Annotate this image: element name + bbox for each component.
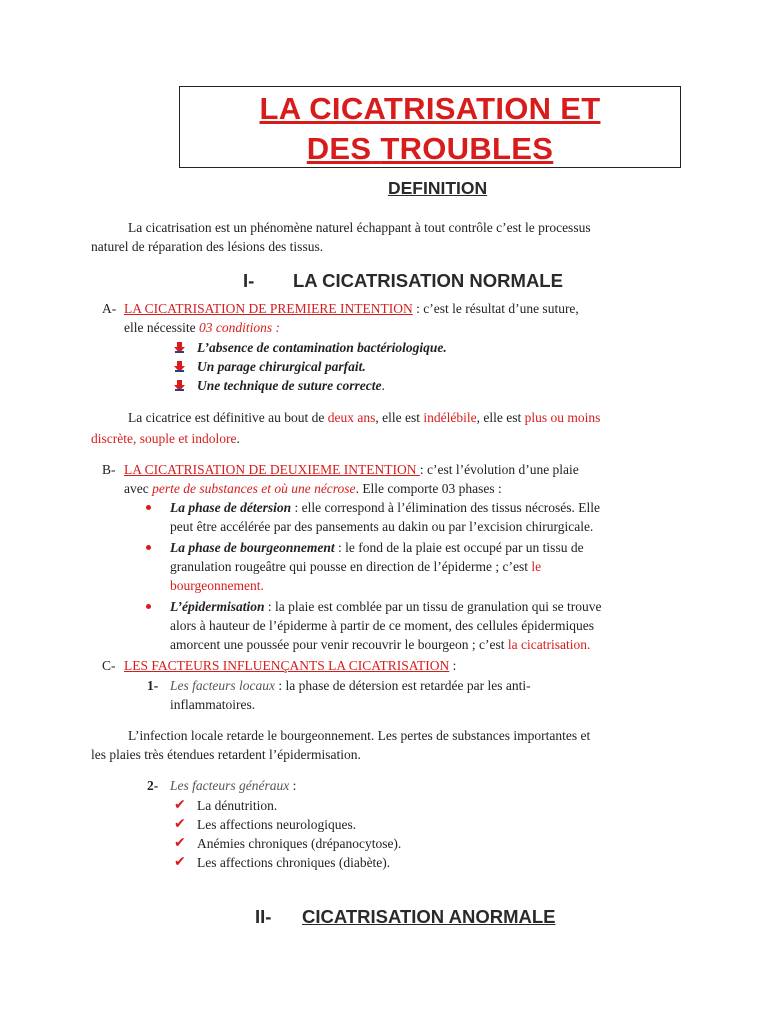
bullet-text: L’absence de contamination bactériologique.	[197, 340, 447, 355]
phase-text: granulation rougeâtre qui pousse en direction de l’épiderme ; c’est	[170, 559, 532, 574]
factor1-line2: inflammatoires.	[170, 697, 256, 712]
factor1-line1	[170, 676, 531, 695]
factor2-number: 2-	[147, 778, 159, 793]
para1-line2	[91, 429, 240, 448]
partA-line1	[124, 299, 579, 318]
phase-term: La phase de bourgeonnement	[170, 540, 335, 555]
list-item	[170, 498, 680, 536]
para1-text: La cicatrice est définitive au bout de	[128, 410, 328, 425]
para1-line1	[128, 408, 600, 427]
title-box	[179, 86, 681, 168]
list-item	[197, 376, 447, 395]
check-text: La dénutrition.	[197, 798, 278, 813]
checkmark-icon: ✔	[174, 797, 186, 813]
bullet-end: .	[381, 378, 385, 393]
check-text: Anémies chroniques (drépanocytose).	[197, 836, 402, 851]
para1-red: deux ans	[327, 410, 376, 425]
partB-line2	[124, 479, 502, 498]
definition-text-line2: naturel de réparation des lésions des tissus.	[91, 239, 324, 254]
arrow-bullet-icon	[174, 380, 185, 391]
check-text: Les affections chroniques (diabète).	[197, 855, 391, 870]
partA-bullet-list	[197, 338, 447, 395]
list-item	[170, 538, 680, 595]
partB-title: LA CICATRISATION DE DEUXIEME INTENTION	[124, 462, 420, 477]
phase-text: alors à hauteur de l’épiderme à partir de ce moment, des cellules épidermiques	[170, 618, 594, 633]
section2-number: II-	[255, 906, 272, 927]
arrow-bullet-icon	[174, 361, 185, 372]
arrow-bullet-icon	[174, 342, 185, 353]
phase-text: : elle correspond à l’élimination des tissus nécrosés. Elle	[291, 500, 601, 515]
partC-line1	[124, 656, 456, 675]
list-item	[197, 338, 447, 357]
partB-red: perte de substances et où une nécrose	[152, 481, 356, 496]
partB-after: : c’est l’évolution d’une plaie	[419, 462, 579, 477]
partC-title: LES FACTEURS INFLUENÇANTS LA CICATRISATION	[124, 658, 450, 673]
section2-title: CICATRISATION ANORMALE	[302, 906, 556, 927]
factor2-after: :	[289, 778, 297, 793]
para1-text: , elle est	[375, 410, 424, 425]
checkmark-icon: ✔	[174, 835, 186, 851]
partA-after: : c’est le résultat d’une suture,	[412, 301, 579, 316]
bullet-dot-icon	[146, 505, 151, 510]
partA-conditions: 03 conditions :	[198, 320, 280, 335]
check-text: Les affections neurologiques.	[197, 817, 357, 832]
list-item	[174, 796, 401, 815]
partB-marker: B-	[102, 462, 116, 477]
partB-line1	[124, 460, 579, 479]
title-word-troubles: TROUBLES	[380, 131, 554, 166]
factor2-line	[170, 776, 296, 795]
section1-title: LA CICATRISATION NORMALE	[293, 270, 563, 291]
partA-marker: A-	[102, 301, 117, 316]
partA-line2-text: elle nécessite	[124, 320, 199, 335]
list-item	[174, 815, 401, 834]
title-word-des: DES	[306, 131, 372, 166]
document-title-line2	[180, 129, 680, 169]
partC-para-line1: L’infection locale retarde le bourgeonnement. Les pertes de substances importantes et	[128, 728, 591, 743]
para1-text: .	[236, 431, 240, 446]
partA-title: LA CICATRISATION DE PREMIERE INTENTION	[124, 301, 413, 316]
phase-text: peut être accélérée par des pansements au dakin ou par l’excision chirurgicale.	[170, 519, 594, 534]
definition-text-line1: La cicatrisation est un phénomène naturel échappant à tout contrôle c’est le processus	[128, 220, 591, 235]
factor1-number: 1-	[147, 678, 159, 693]
partB-text: . Elle comporte 03 phases :	[355, 481, 502, 496]
list-item	[174, 853, 401, 872]
para1-red: discrète, souple et indolore	[91, 431, 237, 446]
checkmark-icon: ✔	[174, 816, 186, 832]
factor2-term: Les facteurs généraux	[170, 778, 290, 793]
phase-red: bourgeonnement.	[170, 578, 264, 593]
bullet-text: Un parage chirurgical parfait.	[197, 359, 366, 374]
phase-term: La phase de détersion	[170, 500, 292, 515]
partC-after: :	[449, 658, 457, 673]
bullet-dot-icon	[146, 545, 151, 550]
factor1-text: : la phase de détersion est retardée par les anti-	[274, 678, 531, 693]
list-item	[197, 357, 447, 376]
checkmark-icon: ✔	[174, 854, 186, 870]
phase-term: L’épidermisation	[170, 599, 265, 614]
phase-red: le	[531, 559, 542, 574]
partA-line2	[124, 318, 280, 337]
bullet-dot-icon	[146, 604, 151, 609]
list-item	[170, 597, 680, 654]
phase-text: : la plaie est comblée par un tissu de granulation qui se trouve	[264, 599, 602, 614]
phase-red: la cicatrisation.	[507, 637, 591, 652]
document-title-line1: LA CICATRISATION ET	[259, 91, 601, 126]
phase-text: : le fond de la plaie est occupé par un tissu de	[334, 540, 584, 555]
phase-text: amorcent une poussée pour venir recouvrir le bourgeon ; c’est	[170, 637, 508, 652]
list-item	[174, 834, 402, 853]
definition-heading: DEFINITION	[388, 178, 488, 198]
check-list	[174, 796, 402, 872]
partC-para-line2: les plaies très étendues retardent l’épidermisation.	[91, 747, 361, 762]
para1-red: indélébile	[423, 410, 477, 425]
partC-marker: C-	[102, 658, 116, 673]
factor1-term: Les facteurs locaux	[170, 678, 275, 693]
para1-text: , elle est	[476, 410, 525, 425]
partB-text: avec	[124, 481, 153, 496]
para1-red: plus ou moins	[524, 410, 601, 425]
bullet-text: Une technique de suture correcte	[197, 378, 382, 393]
section1-number: I-	[243, 270, 255, 291]
partB-phase-list	[170, 498, 680, 654]
